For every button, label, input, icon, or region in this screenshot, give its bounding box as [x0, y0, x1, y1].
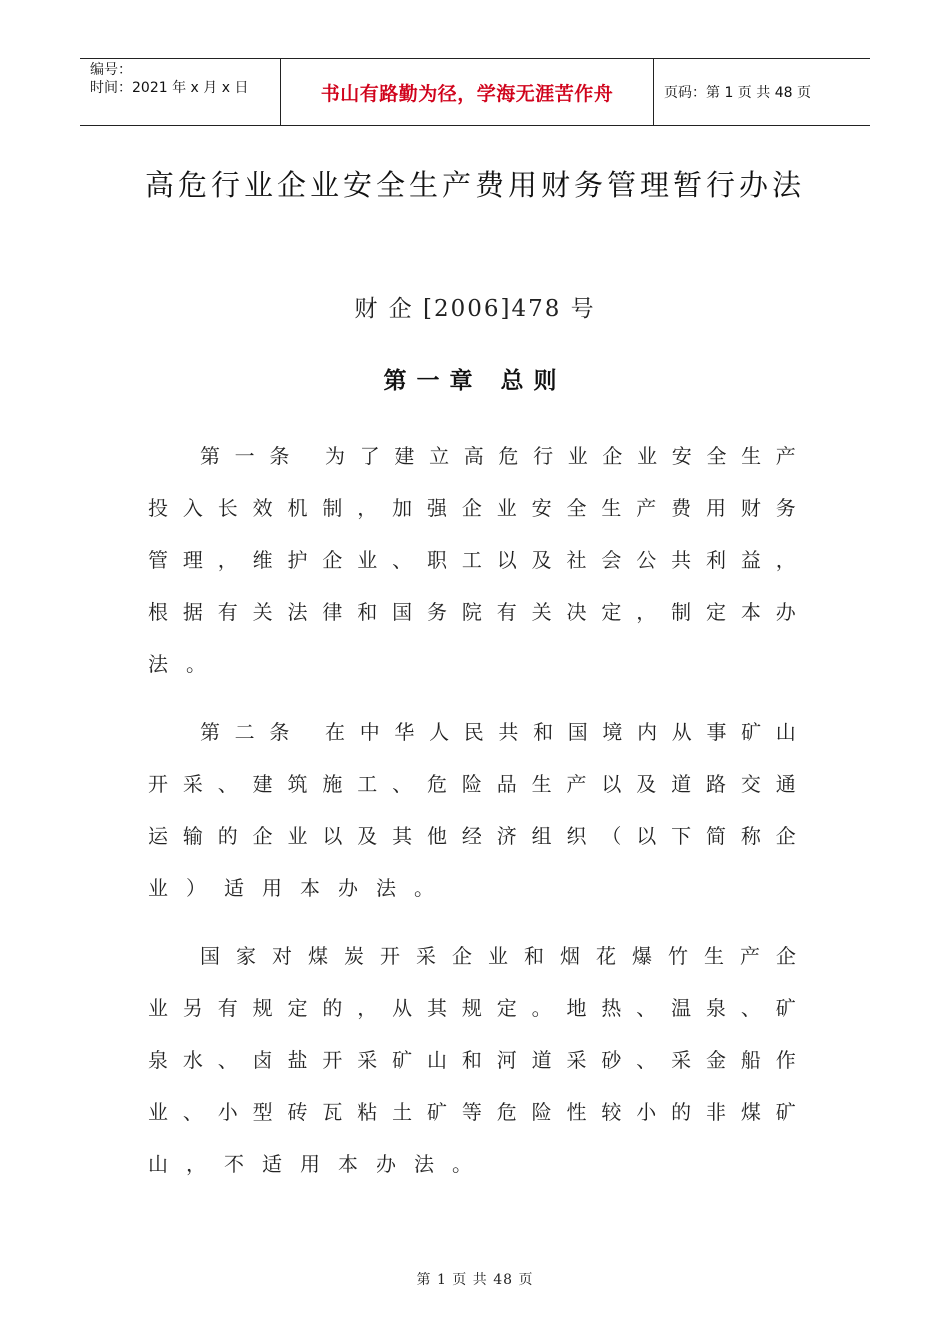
paragraph-line: 法 。	[148, 651, 206, 676]
article-2-paragraph	[148, 704, 796, 912]
paragraph-line: 国 家 对 煤 炭 开 采 企 业 和 烟 花 爆 竹 生 产 企	[200, 943, 796, 968]
paragraph-line: 业 另 有 规 定 的 ， 从 其 规 定 。 地 热 、 温 泉 、 矿	[148, 995, 796, 1020]
page-footer: 第 1 页 共 48 页	[416, 1272, 534, 1288]
paragraph-line: 第 一 条 为 了 建 立 高 危 行 业 企 业 安 全 生 产	[200, 443, 796, 468]
paragraph-line: 根 据 有 关 法 律 和 国 务 院 有 关 决 定 ， 制 定 本 办	[148, 599, 796, 624]
chapter-heading: 第一章 总则	[383, 368, 567, 394]
paragraph-line: 业 ） 适 用 本 办 法 。	[148, 875, 434, 900]
paragraph-line: 第 二 条 在 中 华 人 民 共 和 国 境 内 从 事 矿 山	[200, 719, 796, 744]
paragraph-line: 山 ， 不 适 用 本 办 法 。	[148, 1151, 472, 1176]
paragraph-line: 泉 水 、 卤 盐 开 采 矿 山 和 河 道 采 砂 、 采 金 船 作	[148, 1047, 796, 1072]
document-number: 财 企 [2006]478 号	[354, 296, 596, 322]
header-page-info: 页码：第 1 页 共 48 页	[664, 85, 811, 101]
document-title: 高危行业企业安全生产费用财务管理暂行办法	[144, 168, 805, 202]
number-label: 编号：	[90, 62, 132, 78]
paragraph-line: 管 理 ， 维 护 企 业 、 职 工 以 及 社 会 公 共 利 益 ，	[148, 547, 796, 572]
time-label: 时间：2021 年 x 月 x 日	[90, 80, 249, 96]
article-2-exceptions-paragraph	[148, 928, 796, 1188]
header-meta	[80, 59, 280, 125]
paragraph-line: 运 输 的 企 业 以 及 其 他 经 济 组 织 （ 以 下 简 称 企	[148, 823, 796, 848]
paragraph-line: 业 、 小 型 砖 瓦 粘 土 矿 等 危 险 性 较 小 的 非 煤 矿	[148, 1099, 796, 1124]
paragraph-line: 开 采 、 建 筑 施 工 、 危 险 品 生 产 以 及 道 路 交 通	[148, 771, 796, 796]
paragraph-line: 投 入 长 效 机 制 ， 加 强 企 业 安 全 生 产 费 用 财 务	[148, 495, 796, 520]
header-motto: 书山有路勤为径，学海无涯苦作舟	[280, 59, 654, 125]
document-header	[80, 58, 870, 126]
article-1-paragraph	[148, 428, 796, 688]
